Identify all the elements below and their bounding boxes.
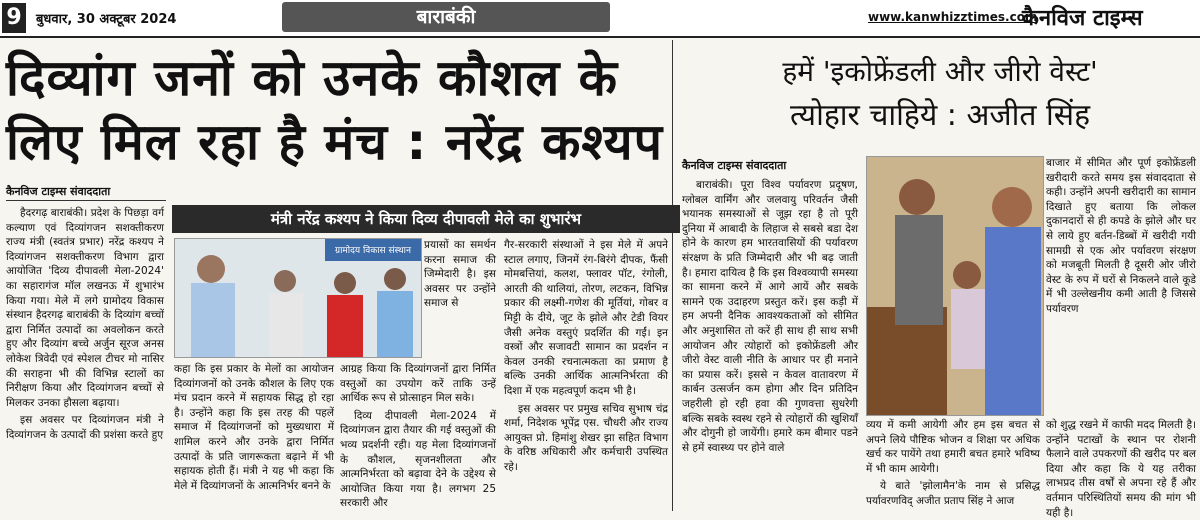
story-divider bbox=[672, 40, 673, 511]
website-link[interactable]: www.kanwhizztimes.com bbox=[868, 10, 1038, 24]
left-subheadline: मंत्री नरेंद्र कश्यप ने किया दिव्य दीपावली मेले का शुभारंभ bbox=[172, 205, 680, 233]
left-col-4 bbox=[504, 238, 668, 508]
photo-banner-text: ग्रामोदय विकास संस्थान bbox=[335, 246, 411, 256]
left-col-2-side bbox=[424, 238, 496, 358]
page-number: 9 bbox=[2, 3, 26, 33]
right-headline-line1: हमें 'इकोफ्रेंडली और जीरो वेस्ट' bbox=[782, 55, 1098, 88]
right-headline-line2: त्योहार चाहिये : अजीत सिंह bbox=[789, 98, 1091, 133]
left-col-1-p1: हैदरगढ़ बाराबंकी। प्रदेश के पिछड़ा वर्ग कल्याण एवं दिव्यांगजन सशक्तीकरण राज्य मंत्री (स्वतंत्र प्रभार) नरेंद्र कश्यप ने दिव्यांगजन सशक्तीकरण विभाग द्वारा आयोजित 'दिव्य दीपावली मेला-2024' का सहारागंज मॉल लखनऊ में शुभारंभ किया गया। मेले में लगे ग्रामोदय विकास संस्थान हैदरगढ़ बाराबंकी के दिव्यांग बच्चों द्वारा निर्मित उत्पादों का अवलोकन करते हुए और दिव्यांग बच्चे अर्जुन सूरज अनस लोकेश त्रिवेदी एवं स्पेशल टीचर मो नासिर की सराहना भी की विभिन्न स्टालों का निरीक्षण किया और दिव्यांगजन बच्चों से मिलकर उनका हौसला बढ़ाया। bbox=[6, 207, 164, 409]
left-story-photo bbox=[174, 238, 422, 358]
right-headline bbox=[680, 50, 1200, 138]
left-col-1-p2: इस अवसर पर दिव्यांगजन मंत्री ने दिव्यांगजन के उत्पादों की प्रशंसा करते हुए bbox=[6, 414, 164, 441]
left-col-4-p1: गैर-सरकारी संस्थाओं ने इस मेले में अपने स्टाल लगाए, जिनमें रंग-बिरंगे दीपक, फैंसी मोमबत्तियां, कलश, फ्लावर पॉट, रंगोली, आरती की थालियां, तोरण, लटकन, विभिन्न प्रकार की लक्ष्मी-गणेश की मूर्तियां, गोबर व मिट्टी के दीये, जूट के झोले और टेडी वियर जैसी अनेक वस्तुएं प्रदर्शित की गईं। इन वस्त्रों और सजावटी सामान का प्रदर्शन न केवल उनकी रचनात्मकता का प्रमाण है बल्कि उनकी आर्थिक आत्मनिर्भरता की दिशा में एक महत्वपूर्ण कदम भी है। bbox=[504, 239, 668, 397]
left-col-2 bbox=[174, 362, 334, 508]
right-byline: कैनविज टाइम्स संवाददाता bbox=[682, 159, 787, 172]
right-col-2-text-b: ये बाते 'झोलामैन'के नाम से प्रसिद्ध पर्यावरणविद् अजीत प्रताप सिंह ने आज bbox=[866, 480, 1040, 507]
byline-rule bbox=[6, 200, 166, 201]
left-byline: कैनविज टाइम्स संवाददाता bbox=[6, 185, 111, 198]
section-name: बाराबंकी bbox=[282, 2, 610, 32]
left-col-2-side-text: प्रयासों का समर्थन करना समाज की जिम्मेदारी है। इस अवसर पर उन्होंने समाज से bbox=[424, 239, 496, 310]
right-col-1-text: बाराबंकी। पूरा विश्व पर्यावरण प्रदूषण, ग्लोबल वार्मिंग और जलवायु परिवर्तन जैसी भयानक समस्याओं से जूझ रहा है तो पूरी दुनिया में आबादी के लिहाज से सबसे बडा देश होने के कारण हम भारतवासियों की पर्यावरण संरक्षण के प्रति जिम्मेदारी और भी बढ़ जाती है। हमारा दायित्व है कि इस विश्वव्यापी समस्या का सामना करने में आगे आयें और सबके सामने एक उदाहरण प्रस्तुत करें। इस कड़ी में हम अपनी दैनिक आवश्यकताओं को सीमित और अनुशासित तो करें ही साथ ही साथ सभी आयोजन और त्योहारों को इकोफ्रेंडली और जीरो वेस्ट वाली नीति के आधार पर ही मनाने का प्रयास करें। इससे न केवल वातावरण में कार्बन उत्सर्जन कम होगा और दिन प्रतिदिन जहरीली हो रही हवा की गुणवत्ता सुधरेगी बल्कि सबके स्वस्थ रहने से त्योहारों की खुशियाँ और दोगुनी हो जायेंगी। हमारे कम बीमार पडने से हमें स्वास्थ्य पर होने वाले bbox=[682, 179, 858, 454]
masthead-logo: कैनविज टाइम्स bbox=[1022, 6, 1143, 31]
right-col-1 bbox=[682, 178, 858, 508]
left-col-4-p2: इस अवसर पर प्रमुख सचिव सुभाष चंद्र शर्मा, निदेशक भूपेंद्र एस. चौधरी और राज्य आयुक्त प्रो. हिमांशु शेखर झा सहित विभाग के वरिष्ठ अधिकारी और कर्मचारी उपस्थित रहे। bbox=[504, 402, 668, 473]
right-col-2-text: व्यय में कमी आयेगी और हम इस बचत से अपने लिये पौष्टिक भोजन व शिक्षा पर अधिक खर्च कर पायेंगे तथा हमारी बचत हमारे भविष्य में भी काम आयेगी। bbox=[866, 419, 1040, 475]
event-photo-illustration bbox=[175, 239, 421, 357]
right-col-3-text: बाजार में सीमित और पूर्ण इकोफ्रेंडली खरीदारी करते समय इस संवाददाता से कही। उन्होंने अपनी खरीदारी का सामान दिखाते हुए बताया कि लोकल दुकानदारों से ही कपडे के झोले और घर से लाये हुए बर्तन-डिब्बों में खरीदी गयी सामग्री से एक ओर पर्यावरण संरक्षण को मजबूती मिलती है दूसरी ओर जीरो वेस्ट के रुप में घरों से निकलने वाले कूडे में भी उल्लेखनीय कमी आती है जिससे पर्यावरण bbox=[1046, 157, 1196, 315]
issue-date: बुधवार, 30 अक्टूबर 2024 bbox=[36, 12, 177, 27]
right-col-3b-text: को शुद्ध रखने में काफी मदद मिलती है। उन्होंने पटाखों के स्थान पर रोशनी फैलाने वाले उपकरणों की खरीद पर बल दिया और कहा कि ये यह तरीका लाभप्रद तीस वर्षों से अपना रहे हैं और वर्तमान परिस्थितियों समय की मांग भी यही है। bbox=[1046, 419, 1196, 519]
left-col-3-p1: आग्रह किया कि दिव्यांगजनों द्वारा निर्मित वस्तुओं का उपयोग करें ताकि उन्हें आर्थिक रूप से प्रोत्साहन मिल सके। bbox=[340, 363, 496, 405]
left-col-2-text: कहा कि इस प्रकार के मेलों का आयोजन दिव्यांगजनों को उनके कौशल के लिए एक मंच प्रदान करने में सहायक सिद्ध हो रहा है। उन्होंने कहा कि इस तरह की पहलें समाज में दिव्यांगजनों को मुख्यधारा में शामिल करने और उनके द्वारा निर्मित उत्पादों के प्रति जागरूकता बढ़ाने में भी सहायक होती हैं। मंत्री ने यह भी कहा कि मेले में दिव्यांगजनों के आत्मनिर्भर बनने के bbox=[174, 363, 334, 492]
right-col-3 bbox=[1046, 156, 1196, 414]
right-col-2 bbox=[866, 418, 1040, 508]
left-col-1 bbox=[6, 206, 164, 508]
left-headline: दिव्यांग जनों को उनके कौशल के लिए मिल रहा है मंच : नरेंद्र कश्यप bbox=[6, 49, 664, 171]
shopping-photo-illustration bbox=[867, 157, 1043, 415]
left-col-3-p2: दिव्य दीपावली मेला-2024 में दिव्यांगजन द्वारा तैयार की गई वस्तुओं की भव्य प्रदर्शनी रही। यह मेला दिव्यांगजनों के कौशल, सृजनशीलता और आत्मनिर्भरता को बढ़ावा देने के उद्देश्य से आयोजित किया गया है। लगभग 25 सरकारी और bbox=[340, 409, 496, 510]
right-story-photo bbox=[866, 156, 1044, 416]
left-col-3 bbox=[340, 362, 496, 508]
right-col-3b bbox=[1046, 418, 1196, 519]
